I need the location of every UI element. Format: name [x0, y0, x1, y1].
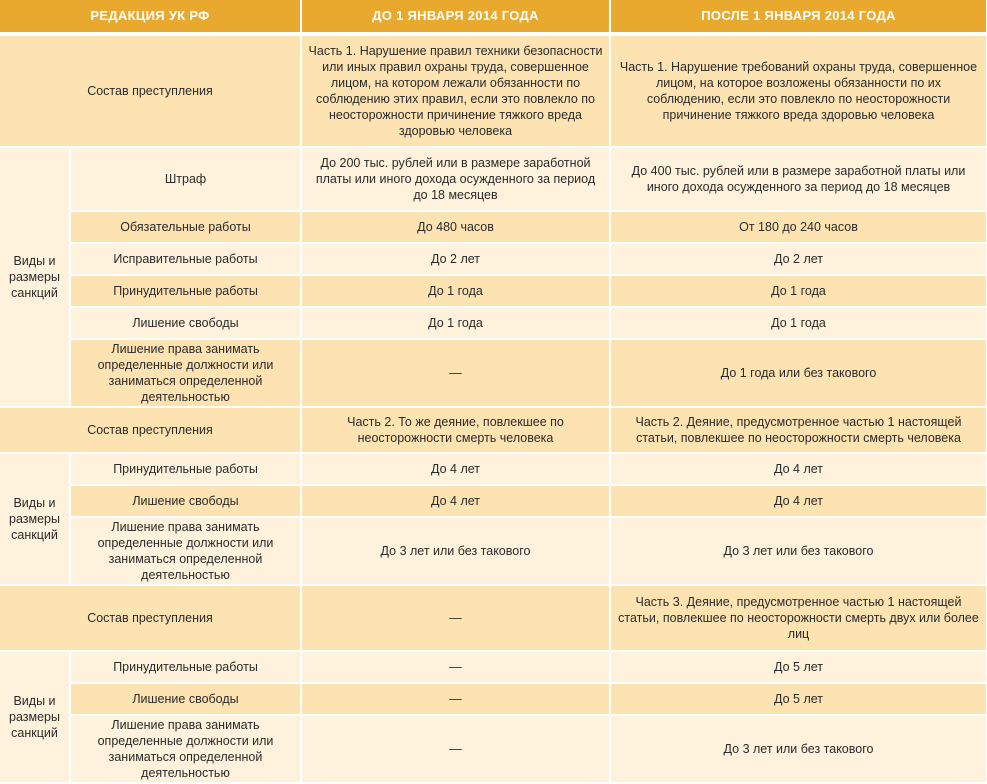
sanction-label: Принудительные работы	[70, 275, 301, 307]
sanctions-label: Виды и размеры санкций	[0, 453, 70, 585]
sanction-row	[0, 715, 987, 783]
composition-after: Часть 1. Нарушение требований охраны труда, совершенное лицом, на которое возложены обязанности по их соблюдению, если это повлекло по неосторожности причинение тяжкого вреда здоровью человека	[610, 34, 987, 147]
sanction-row	[0, 651, 987, 683]
sanction-row	[0, 339, 987, 407]
composition-before: —	[301, 585, 610, 651]
sanction-before: До 2 лет	[301, 243, 610, 275]
header-row	[0, 0, 987, 34]
sanction-before: До 3 лет или без такового	[301, 517, 610, 585]
sanction-row	[0, 307, 987, 339]
composition-label: Состав преступления	[0, 585, 301, 651]
composition-before: Часть 2. То же деяние, повлекшее по неосторожности смерть человека	[301, 407, 610, 453]
sanction-before: До 480 часов	[301, 211, 610, 243]
composition-before: Часть 1. Нарушение правил техники безопасности или иных правил охраны труда, совершенное лицом, на котором лежали обязанности по соблюдению этих правил, если это повлекло по неосторожности причинение тяжкого вреда здоровью человека	[301, 34, 610, 147]
sanction-before: До 1 года	[301, 307, 610, 339]
sanction-after: До 3 лет или без такового	[610, 517, 987, 585]
sanction-before: До 1 года	[301, 275, 610, 307]
header-edition: РЕДАКЦИЯ УК РФ	[0, 0, 301, 34]
sanction-after: До 1 года или без такового	[610, 339, 987, 407]
sanction-row	[0, 211, 987, 243]
sanction-label: Исправительные работы	[70, 243, 301, 275]
composition-row	[0, 34, 987, 147]
sanction-label: Лишение свободы	[70, 683, 301, 715]
composition-row	[0, 407, 987, 453]
composition-after: Часть 2. Деяние, предусмотренное частью 1 настоящей статьи, повлекшее по неосторожности смерть человека	[610, 407, 987, 453]
sanction-label: Лишение права занимать определенные должности или заниматься определенной деятельностью	[70, 715, 301, 783]
header-before-2014: ДО 1 ЯНВАРЯ 2014 ГОДА	[301, 0, 610, 34]
sanction-before: —	[301, 339, 610, 407]
sanction-row	[0, 147, 987, 211]
sanction-label: Лишение права занимать определенные должности или заниматься определенной деятельностью	[70, 517, 301, 585]
sanction-label: Лишение права занимать определенные должности или заниматься определенной деятельностью	[70, 339, 301, 407]
sanction-row	[0, 453, 987, 485]
sanction-after: От 180 до 240 часов	[610, 211, 987, 243]
sanction-after: До 1 года	[610, 275, 987, 307]
sanction-label: Лишение свободы	[70, 485, 301, 517]
sanctions-label: Виды и размеры санкций	[0, 651, 70, 783]
sanction-after: До 5 лет	[610, 683, 987, 715]
sanction-before: До 4 лет	[301, 485, 610, 517]
sanction-before: —	[301, 715, 610, 783]
sanction-label: Принудительные работы	[70, 651, 301, 683]
sanction-before: До 200 тыс. рублей или в размере заработной платы или иного дохода осужденного за период до 18 месяцев	[301, 147, 610, 211]
sanction-row	[0, 517, 987, 585]
sanction-label: Обязательные работы	[70, 211, 301, 243]
composition-label: Состав преступления	[0, 407, 301, 453]
composition-after: Часть 3. Деяние, предусмотренное частью 1 настоящей статьи, повлекшее по неосторожности смерть двух или более лиц	[610, 585, 987, 651]
sanction-before: До 4 лет	[301, 453, 610, 485]
sanction-after: До 4 лет	[610, 485, 987, 517]
sanction-after: До 1 года	[610, 307, 987, 339]
sanction-before: —	[301, 683, 610, 715]
sanction-label: Штраф	[70, 147, 301, 211]
sanction-after: До 400 тыс. рублей или в размере заработной платы или иного дохода осужденного за период до 18 месяцев	[610, 147, 987, 211]
sanctions-label: Виды и размеры санкций	[0, 147, 70, 407]
sanction-row	[0, 243, 987, 275]
sanction-row	[0, 275, 987, 307]
sanction-before: —	[301, 651, 610, 683]
sanction-after: До 3 лет или без такового	[610, 715, 987, 783]
sanction-label: Лишение свободы	[70, 307, 301, 339]
sanction-after: До 5 лет	[610, 651, 987, 683]
sanction-row	[0, 485, 987, 517]
sanction-after: До 2 лет	[610, 243, 987, 275]
header-after-2014: ПОСЛЕ 1 ЯНВАРЯ 2014 ГОДА	[610, 0, 987, 34]
sanction-after: До 4 лет	[610, 453, 987, 485]
composition-row	[0, 585, 987, 651]
composition-label: Состав преступления	[0, 34, 301, 147]
sanction-label: Принудительные работы	[70, 453, 301, 485]
sanction-row	[0, 683, 987, 715]
